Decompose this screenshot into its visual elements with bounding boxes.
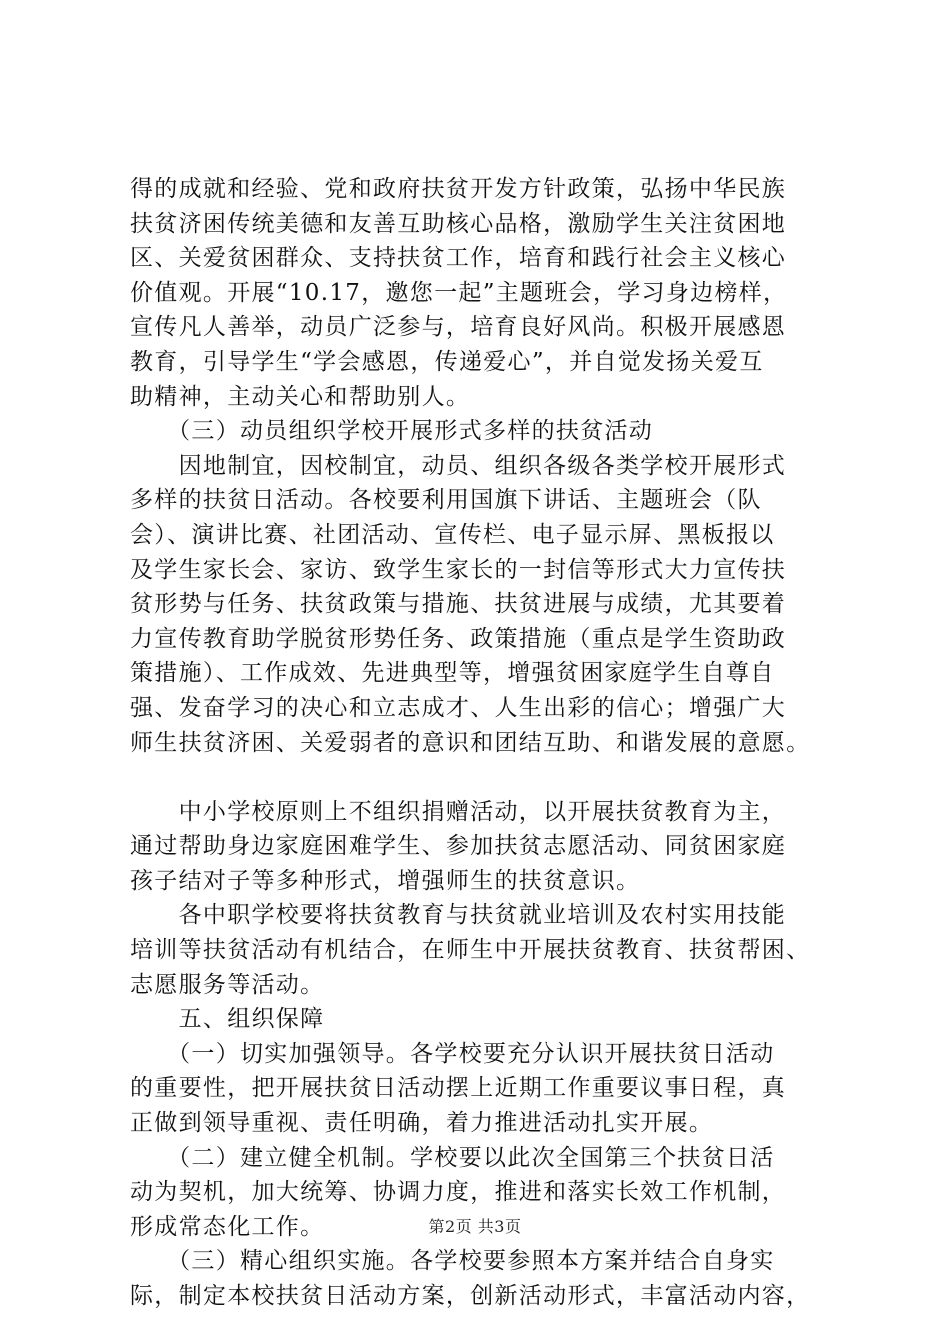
text-line: 各中职学校要将扶贫教育与扶贫就业培训及农村实用技能	[130, 902, 787, 929]
text-line: 师生扶贫济困、关爱弱者的意识和团结互助、和谐发展的意愿。	[130, 729, 811, 756]
text-line: 力宣传教育助学脱贫形势任务、政策措施（重点是学生资助政	[130, 625, 787, 652]
text-line: 策措施）、工作成效、先进典型等，增强贫困家庭学生自尊自	[130, 660, 775, 687]
page-number: 第2页 共3页	[428, 1217, 522, 1236]
text-line: 培训等扶贫活动有机结合，在师生中开展扶贫教育、扶贫帮困、	[130, 937, 811, 964]
blank-line	[130, 760, 842, 795]
text-line: （一）切实加强领导。各学校要充分认识开展扶贫日活动	[130, 1040, 775, 1067]
document-body	[130, 172, 842, 1314]
text-line: 因地制宜，因校制宜，动员、组织各级各类学校开展形式	[130, 452, 787, 479]
text-line: 得的成就和经验、党和政府扶贫开发方针政策，弘扬中华民族	[130, 176, 787, 202]
text-line: 际，制定本校扶贫日活动方案，创新活动形式，丰富活动内容，	[130, 1283, 811, 1309]
text-line: 中小学校原则上不组织捐赠活动，以开展扶贫教育为主，	[130, 798, 787, 825]
text-line: 正做到领导重视、责任明确，着力推进活动扎实开展。	[130, 1110, 714, 1137]
text-line: 区、关爱贫困群众、支持扶贫工作，培育和践行社会主义核心	[130, 245, 787, 272]
text-line: 孩子结对子等多种形式，增强师生的扶贫意识。	[130, 867, 641, 894]
text-line: 扶贫济困传统美德和友善互助核心品格，激励学生关注贫困地	[130, 210, 787, 237]
text-line: 及学生家长会、家访、致学生家长的一封信等形式大力宣传扶	[130, 556, 787, 583]
text-line: （三）精心组织实施。各学校要参照本方案并结合自身实	[130, 1248, 775, 1275]
text-line: 形成常态化工作。	[130, 1213, 325, 1240]
section-heading: （三）动员组织学校开展形式多样的扶贫活动	[130, 418, 654, 445]
text-line: 多样的扶贫日活动。各校要利用国旗下讲话、主题班会（队	[130, 487, 762, 514]
text-line: 动为契机，加大统筹、协调力度，推进和落实长效工作机制，	[130, 1179, 787, 1206]
text-line: 助精神，主动关心和帮助别人。	[130, 383, 471, 410]
text-line: 强、发奋学习的决心和立志成才、人生出彩的信心；增强广大	[130, 694, 787, 721]
text-line: 会）、演讲比赛、社团活动、宣传栏、电子显示屏、黑板报以	[130, 521, 775, 548]
text-line: 教育，引导学生“学会感恩，传递爱心”，并自觉发扬关爱互	[130, 348, 764, 375]
text-line: 的重要性，把开展扶贫日活动摆上近期工作重要议事日程，真	[130, 1075, 787, 1102]
text-line: 通过帮助身边家庭困难学生、参加扶贫志愿活动、同贫困家庭	[130, 833, 787, 860]
text-line: （二）建立健全机制。学校要以此次全国第三个扶贫日活	[130, 1144, 775, 1171]
text-line: 价值观。开展“10.17，邀您一起”主题班会，学习身边榜样，	[130, 279, 788, 306]
text-line: 志愿服务等活动。	[130, 971, 325, 998]
section-heading: 五、组织保障	[130, 1006, 325, 1033]
text-line: 贫形势与任务、扶贫政策与措施、扶贫进展与成绩，尤其要着	[130, 591, 787, 618]
text-line: 宣传凡人善举，动员广泛参与，培育良好风尚。积极开展感恩	[130, 314, 787, 341]
